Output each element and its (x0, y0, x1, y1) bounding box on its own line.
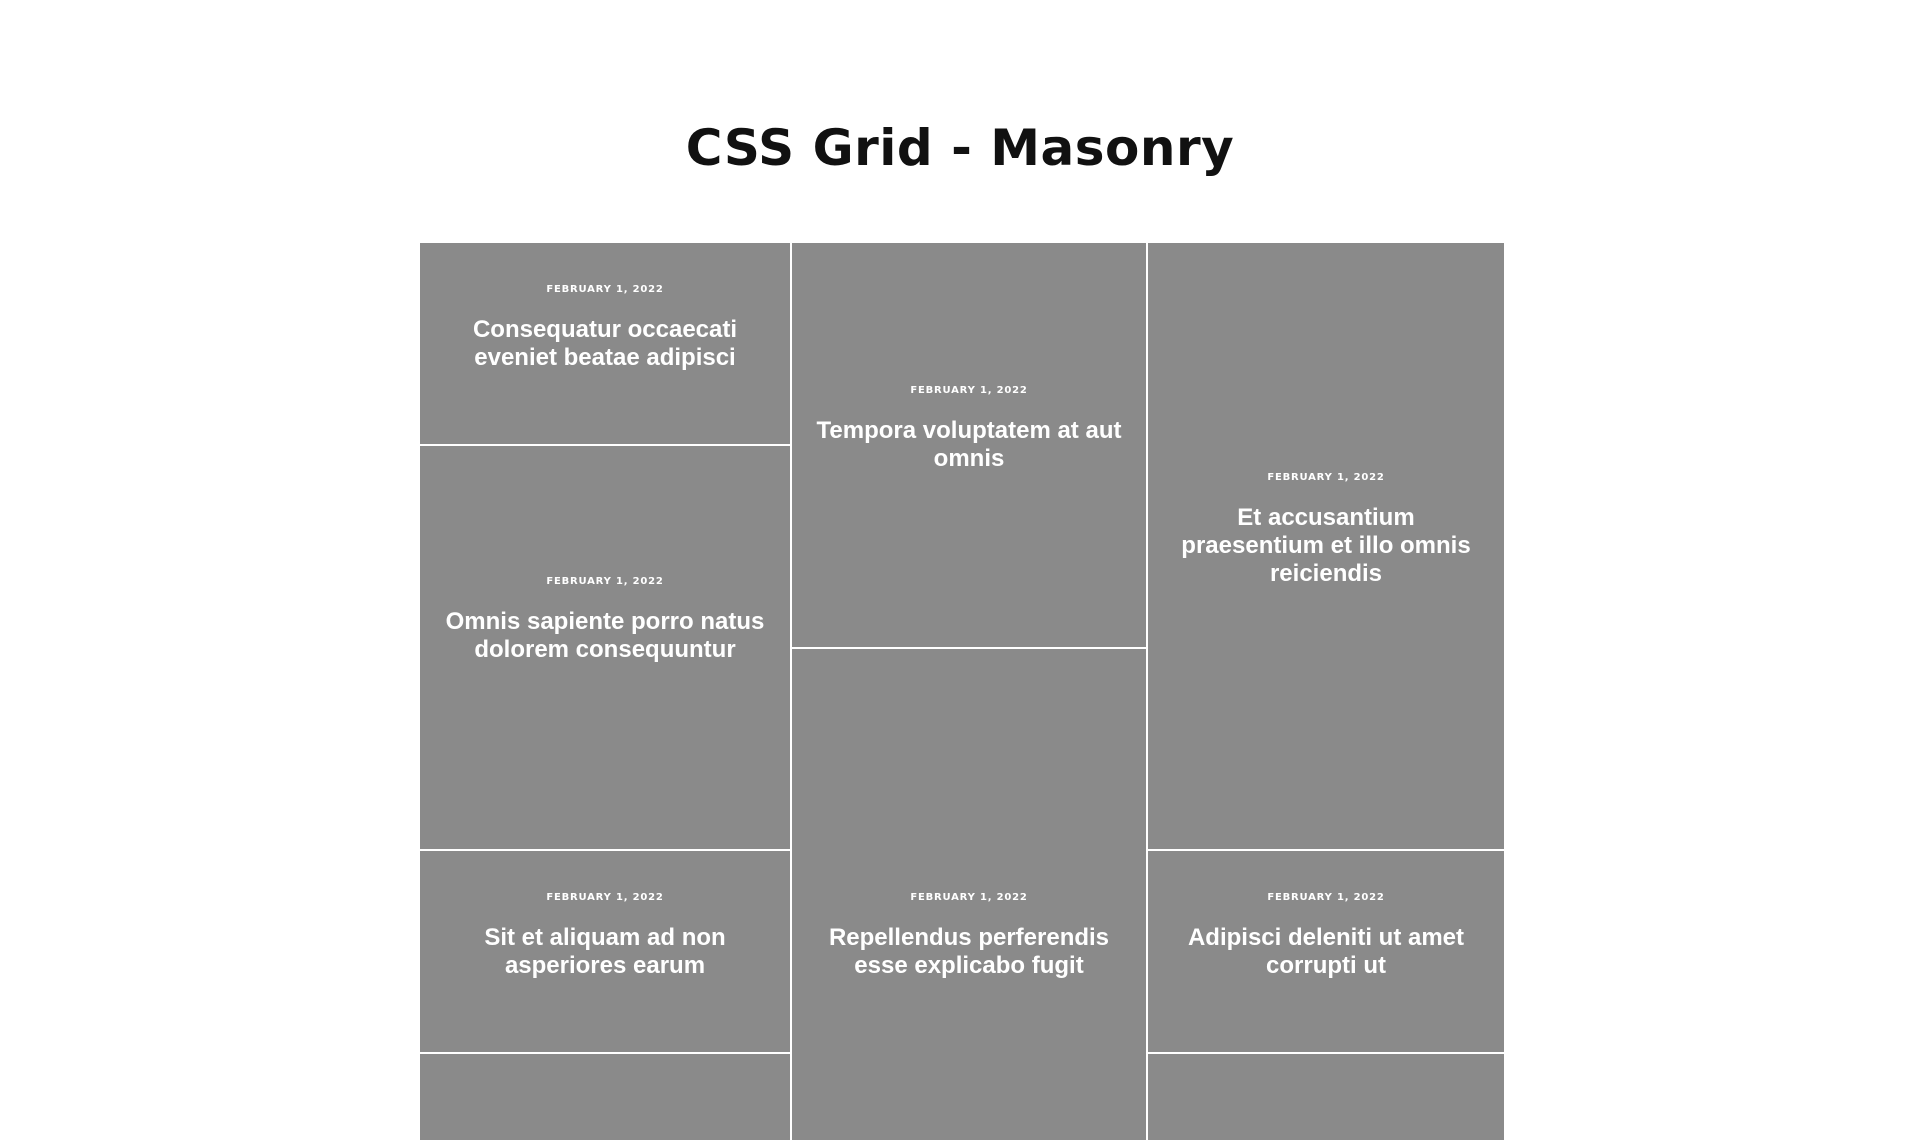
post-title[interactable]: Adipisci deleniti ut amet corrupti ut (1187, 924, 1465, 979)
post-title[interactable]: Omnis sapiente porro natus dolorem consequuntur (445, 608, 765, 663)
post-card[interactable] (1148, 243, 1504, 849)
post-date: FEBRUARY 1, 2022 (1267, 892, 1385, 903)
post-date: FEBRUARY 1, 2022 (546, 284, 664, 295)
post-card[interactable] (792, 649, 1146, 1140)
page-title: CSS Grid - Masonry (685, 119, 1235, 177)
masonry-grid (420, 243, 1504, 1140)
post-title[interactable]: Repellendus perferendis esse explicabo fugit (828, 924, 1110, 979)
post-title[interactable]: Sit et aliquam ad non asperiores earum (484, 924, 726, 979)
post-title[interactable]: Consequatur occaecati eveniet beatae adipisci (472, 316, 738, 371)
post-date: FEBRUARY 1, 2022 (910, 892, 1028, 903)
post-card-partial[interactable] (1148, 1054, 1504, 1140)
post-card[interactable] (420, 851, 790, 1052)
post-card-partial[interactable] (420, 1054, 790, 1140)
post-card[interactable] (420, 243, 790, 444)
post-date: FEBRUARY 1, 2022 (546, 892, 664, 903)
post-card[interactable] (420, 446, 790, 849)
post-card[interactable] (1148, 851, 1504, 1052)
post-title[interactable]: Et accusantium praesentium et illo omnis reiciendis (1181, 504, 1471, 587)
post-date: FEBRUARY 1, 2022 (546, 576, 664, 587)
post-title[interactable]: Tempora voluptatem at aut omnis (816, 417, 1122, 472)
post-card[interactable] (792, 243, 1146, 647)
post-date: FEBRUARY 1, 2022 (910, 385, 1028, 396)
post-date: FEBRUARY 1, 2022 (1267, 472, 1385, 483)
